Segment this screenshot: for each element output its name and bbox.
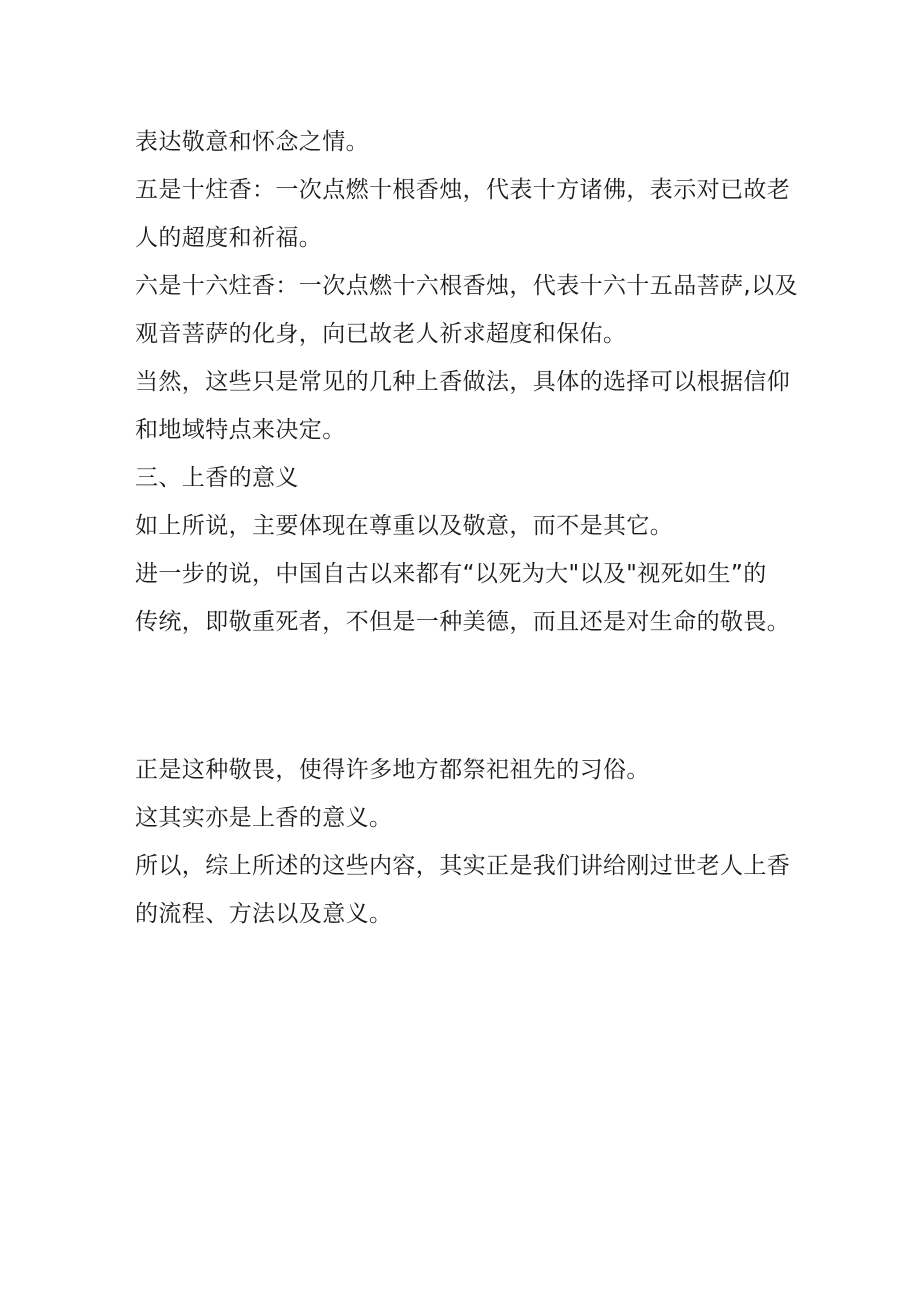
text-block-lower xyxy=(135,746,795,938)
text-line: 和地域特点来决定。 xyxy=(135,417,346,443)
text-line: 如上所说，主要体现在尊重以及敬意，而不是其它。 xyxy=(135,513,674,539)
text-line: 五是十炷香：一次点燃十根香烛，代表十方诸佛，表示对已故老 xyxy=(135,177,791,203)
text-line: 当然，这些只是常见的几种上香做法，具体的选择可以根据信仰 xyxy=(135,369,791,395)
text-line: 传统，即敬重死者，不但是一种美德，而且还是对生命的敬畏。 xyxy=(135,609,791,635)
text-line: 这其实亦是上香的意义。 xyxy=(135,805,393,831)
text-line: 表达敬意和怀念之情。 xyxy=(135,129,369,155)
section-heading: 三、上香的意义 xyxy=(135,465,299,491)
text-block-upper xyxy=(135,118,798,646)
text-line: 六是十六炷香：一次点燃十六根香烛，代表十六十五品菩萨,以及 xyxy=(135,273,798,299)
text-line: 正是这种敬畏，使得许多地方都祭祀祖先的习俗。 xyxy=(135,757,650,783)
text-line: 人的超度和祈福。 xyxy=(135,225,323,251)
text-line: 的流程、方法以及意义。 xyxy=(135,901,393,927)
text-line: 观音菩萨的化身，向已故老人祈求超度和保佑。 xyxy=(135,321,627,347)
text-line: 所以，综上所述的这些内容，其实正是我们讲给刚过世老人上香 xyxy=(135,853,791,879)
text-line: 进一步的说，中国自古以来都有“以死为大"以及"视死如生”的 xyxy=(135,561,767,587)
